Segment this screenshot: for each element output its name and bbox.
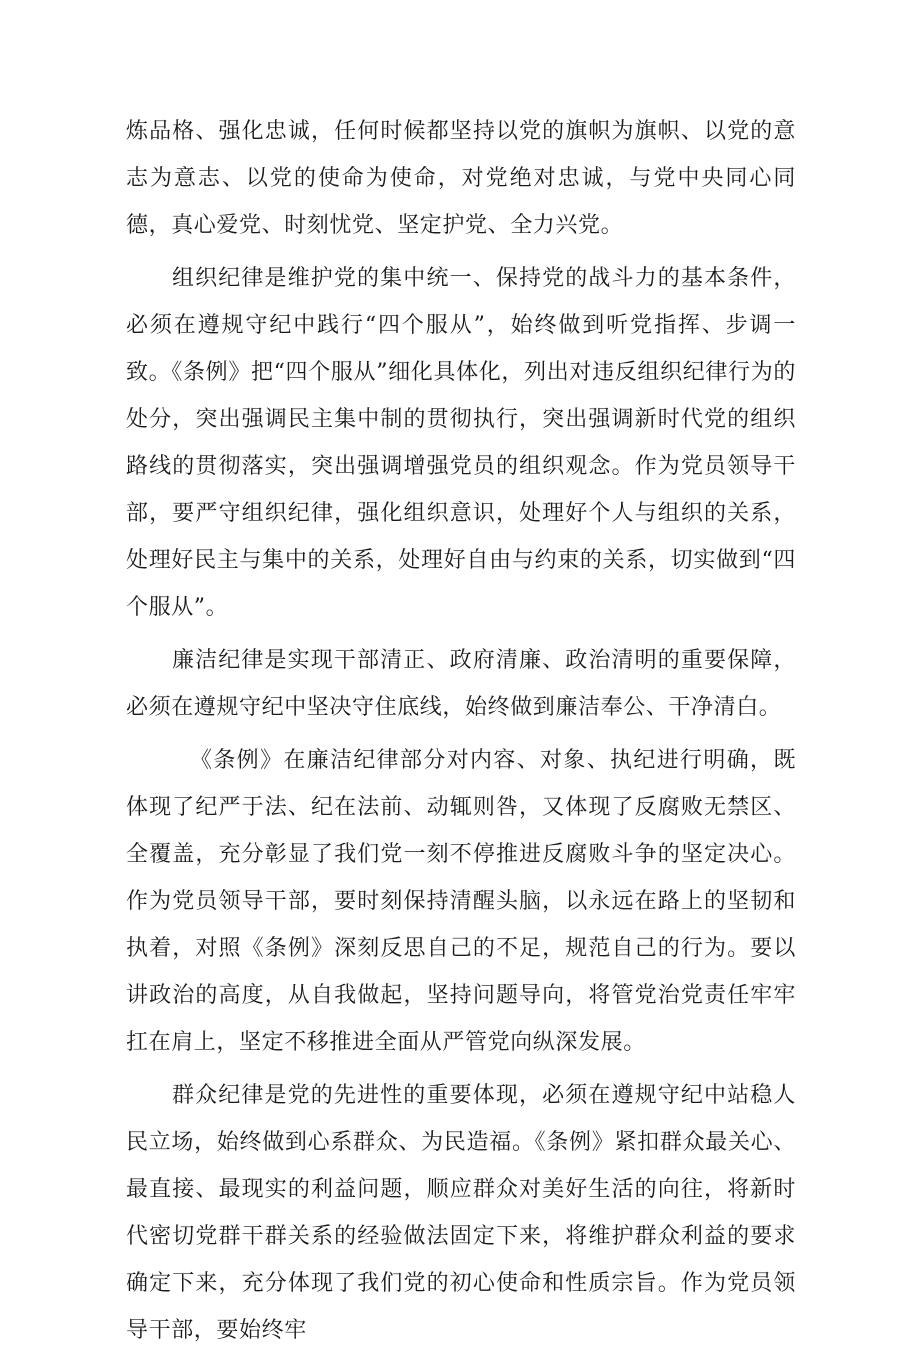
document-body (126, 108, 796, 1360)
paragraph-1: 炼品格、强化忠诚，任何时候都坚持以党的旗帜为旗帜、以党的意志为意志、以党的使命为使命，对党绝对忠诚，与党中央同心同德，真心爱党、时刻忧党、坚定护党、全力兴党。 (126, 119, 796, 238)
paragraph-3: 廉洁纪律是实现干部清正、政府清廉、政治清明的重要保障，必须在遵规守纪中坚决守住底线，始终做到廉洁奉公、干净清白。 (126, 648, 796, 720)
paragraph-2: 组织纪律是维护党的集中统一、保持党的战斗力的基本条件，必须在遵规守纪中践行“四个服从”，始终做到听党指挥、步调一致。《条例》把“四个服从”细化具体化，列出对违反组织纪律行为的处分，突出强调民主集中制的贯彻执行，突出强调新时代党的组织路线的贯彻落实，突出强调增强党员的组织观念。作为党员领导干部，要严守组织纪律，强化组织意识，处理好个人与组织的关系，处理好民主与集中的关系，处理好自由与约束的关系，切实做到“四个服从”。 (126, 266, 796, 620)
paragraph-4: 《条例》在廉洁纪律部分对内容、对象、执纪进行明确，既体现了纪严于法、纪在法前、动辄则咎，又体现了反腐败无禁区、全覆盖，充分彰显了我们党一刻不停推进反腐败斗争的坚定决心。作为党员领导干部，要时刻保持清醒头脑，以永远在路上的坚韧和执着，对照《条例》深刻反思自己的不足，规范自己的行为。要以讲政治的高度，从自我做起，坚持问题导向，将管党治党责任牢牢扛在肩上，坚定不移推进全面从严管党向纵深发展。 (126, 748, 796, 1055)
paragraph-5: 群众纪律是党的先进性的重要体现，必须在遵规守纪中站稳人民立场，始终做到心系群众、为民造福。《条例》紧扣群众最关心、最直接、最现实的利益问题，顺应群众对美好生活的向往，将新时代密切党群干群关系的经验做法固定下来，将维护群众利益的要求确定下来，充分体现了我们党的初心使命和性质宗旨。作为党员领导干部，要始终牢 (126, 1083, 796, 1343)
